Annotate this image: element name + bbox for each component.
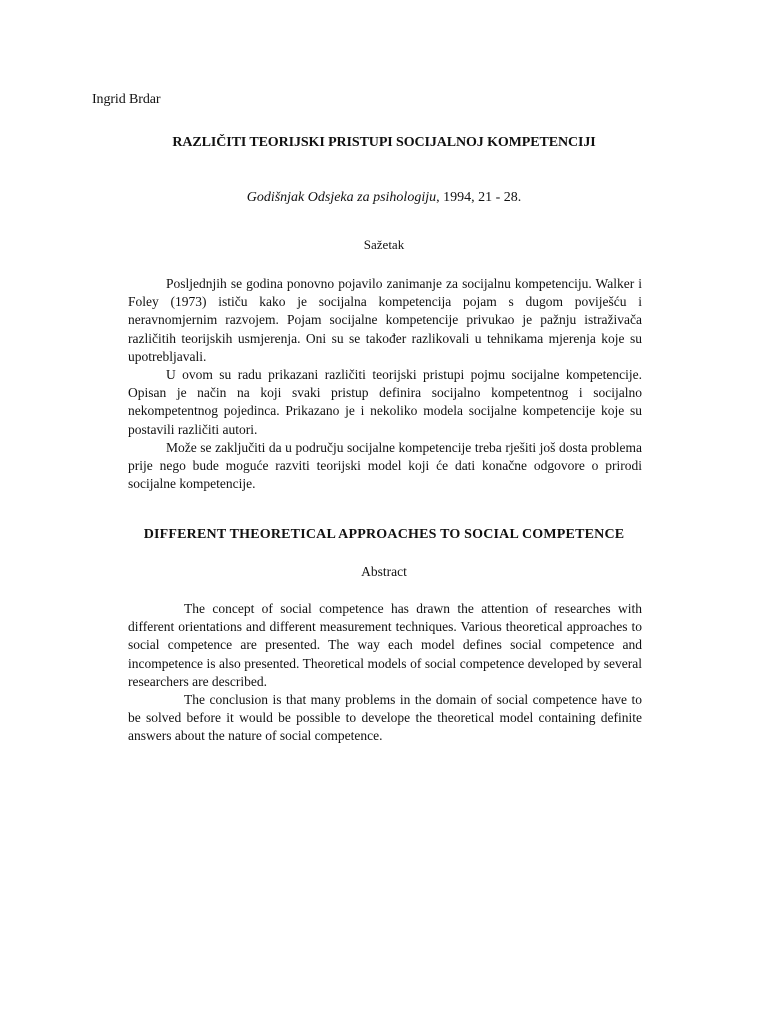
abstract-body bbox=[128, 600, 642, 746]
sazetak-body bbox=[128, 275, 642, 493]
title-english: DIFFERENT THEORETICAL APPROACHES TO SOCIAL COMPETENCE bbox=[143, 527, 625, 542]
title-croatian: RAZLIČITI TEORIJSKI PRISTUPI SOCIJALNOJ KOMPETENCIJI bbox=[172, 135, 596, 150]
sazetak-paragraph: U ovom su radu prikazani različiti teorijski pristupi pojmu socijalne kompetencije. Opisan je način na koji svaki pristup definira socijalno kompetentnog i socijalno nekompetentnog pojedinca. Prikazano je i nekoliko modela socijalne kompetencije koje su postavili različiti autori. bbox=[128, 367, 642, 437]
citation-journal: Godišnjak Odsjeka za psihologiju bbox=[246, 190, 437, 205]
sazetak-paragraph: Može se zaključiti da u području socijalne kompetencije treba rješiti još dosta problema prije nego bude moguće razviti teorijski model koji će dati konačne odgovore o prirodi socijalne kompetencije. bbox=[128, 439, 642, 492]
abstract-heading: Abstract bbox=[361, 564, 407, 579]
abstract-paragraph: The concept of social competence has drawn the attention of researches with different orientations and different measurement techniques. Various theoretical approaches to social competence are presented. The way each model defines social competence and incompetence is also presented. Theoretical models of social competence developed by several researchers are described. bbox=[128, 601, 642, 689]
author-name: Ingrid Brdar bbox=[92, 92, 161, 107]
sazetak-paragraph: Posljednjih se godina ponovno pojavilo zanimanje za socijalnu kompetenciju. Walker i Foley (1973) ističu kako je socijalna kompetencija pojam s dugom poviješću i neravnomjernim razvojem. Pojam socijalne kompetencije privukao je pažnju istraživača različitih teorijskih usmjerenja. Oni su se također razlikovali u tehnikama mjerenja koje su upotrebljavali. bbox=[128, 276, 642, 364]
citation bbox=[0, 190, 768, 206]
abstract-paragraph: The conclusion is that many problems in the domain of social competence have to be solved before it would be possible to develope the theoretical model containing definite answers about the nature of social competence. bbox=[128, 692, 642, 744]
sazetak-heading: Sažetak bbox=[363, 237, 405, 252]
citation-details: , 1994, 21 - 28. bbox=[436, 190, 522, 205]
